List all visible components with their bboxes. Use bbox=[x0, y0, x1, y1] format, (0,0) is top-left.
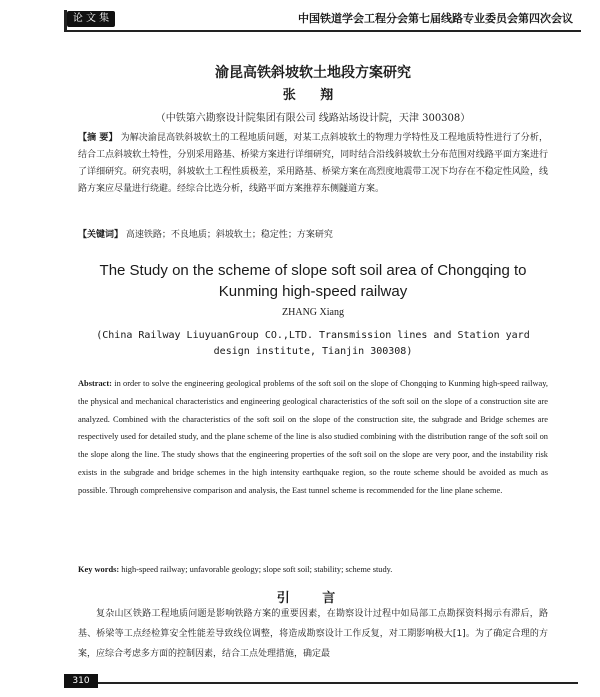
english-keywords-label: Key words: bbox=[78, 565, 120, 574]
conference-title: 中国铁道学会工程分会第七届线路专业委员会第四次会议 bbox=[298, 12, 573, 25]
english-abstract bbox=[78, 375, 548, 500]
english-affiliation: (China Railway LiuyuanGroup CO.,LTD. Transmission lines and Station yard design institute, Tianjin 300308) bbox=[96, 330, 530, 357]
english-abstract-label: Abstract: bbox=[78, 379, 112, 388]
page-header bbox=[64, 10, 581, 32]
english-keywords-text: high-speed railway; unfavorable geology; slope soft soil; stability; scheme study. bbox=[121, 565, 393, 574]
english-title: The Study on the scheme of slope soft soil area of Chongqing to Kunming high-speed railway bbox=[99, 262, 527, 300]
english-abstract-text: in order to solve the engineering geological problems of the soft soil on the slope of Chongqing to Kunming high-speed railway, the physical and mechanical characteristics and engineering geological characteristics of the soft soil on the slope of a construction site are analyzed. Combined with the characteristics of the soft soil on the slope of the construction site, the subgrade and Bridge schemes are respectively used for detailed study, and the plane scheme of the line is also studied combining with the distribution range of the soft soil on the slope along the line. The study shows that the engineering properties of the soft soil on the slope are very poor, and the instability risk exists in the subgrade and bridge schemes in the high intensity earthquake region, so the route scheme should be avoided as much as possible. Through comprehensive comparison and analysis, the East tunnel scheme is recommended for the line plane scheme. bbox=[78, 379, 548, 495]
page-number: 310 bbox=[64, 674, 98, 688]
chinese-keywords bbox=[78, 228, 548, 242]
chinese-author: 张 翔 bbox=[282, 88, 344, 103]
chinese-affiliation: （中铁第六勘察设计院集团有限公司 线路站场设计院，天津 300308） bbox=[155, 113, 471, 124]
chinese-keywords-label: 【关键词】 bbox=[78, 230, 124, 240]
chinese-abstract-label: 【摘 要】 bbox=[78, 133, 118, 143]
english-author: ZHANG Xiang bbox=[282, 307, 344, 318]
chinese-title: 渝昆高铁斜坡软土地段方案研究 bbox=[215, 65, 411, 81]
section-heading: 引 言 bbox=[276, 591, 350, 606]
chinese-abstract-text: 为解决渝昆高铁斜坡软土的工程地质问题，对某工点斜坡软土的物理力学特性及工程地质特性进行了分析，结合工点斜坡软土特性，分别采用路基、桥梁方案进行详细研究，同时结合沿线斜坡软土分布范围对线路平面方案进行了详细研究。研究表明，斜坡软土工程性质极差，采用路基、桥梁方案在高烈度地震带工况下均存在不稳定性风险，线路方案应尽量进行绕避。经综合比选分析，线路平面方案推荐东侧隧道方案。 bbox=[78, 133, 548, 194]
chinese-abstract bbox=[78, 130, 548, 198]
body-paragraph: 复杂山区铁路工程地质问题是影响铁路方案的重要因素，在勘察设计过程中如局部工点勘探资料揭示有滞后，路基、桥梁等工点经检算安全性能差导致线位调整，将造成勘察设计工作反复，对工期影响极大[1]。为了确定合理的方案，应综合考虑多方面的控制因素，结合工点处理措施，确定最 bbox=[78, 609, 548, 659]
english-keywords bbox=[78, 563, 548, 577]
chinese-keywords-text: 高速铁路；不良地质；斜坡软土；稳定性；方案研究 bbox=[125, 230, 333, 240]
footer-rule bbox=[64, 682, 578, 684]
collection-tag: 论 文 集 bbox=[67, 11, 115, 27]
